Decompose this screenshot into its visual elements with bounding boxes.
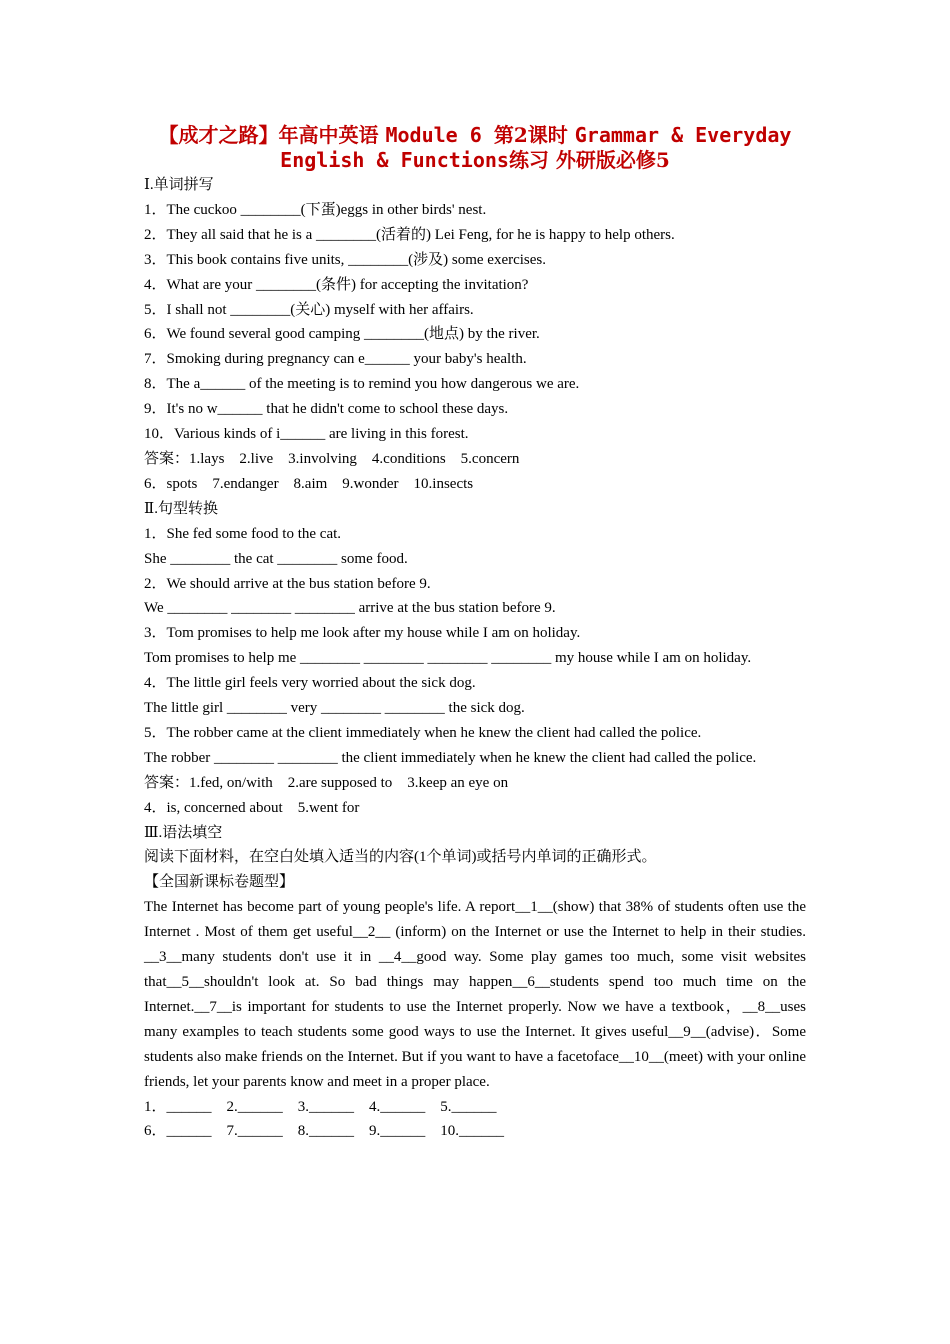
question-line: 9．It's no w______ that he didn't come to school these days. (144, 401, 509, 418)
question-line: She ________ the cat ________ some food. (144, 550, 408, 567)
question-line: 8．The a______ of the meeting is to remind you how dangerous we are. (144, 376, 580, 393)
question-line: 4．What are your ________(条件) for accepting the invitation? (144, 276, 529, 293)
question-line: 7．Smoking during pregnancy can e______ your baby's health. (144, 351, 527, 368)
answer-line: 4．is, concerned about 5.went for (144, 799, 360, 816)
answer-line: 答案：1.fed, on/with 2.are supposed to 3.keep an eye on (144, 774, 509, 791)
question-line: 1．The cuckoo ________(下蛋)eggs in other birds' nest. (144, 201, 487, 218)
question-line: We ________ ________ ________ arrive at the bus station before 9. (144, 600, 556, 617)
question-line: 5．The robber came at the client immediately when he knew the client had called the police. (144, 724, 702, 741)
passage: The Internet has become part of young people's life. A report__1__(show) that 38% of students often use the Internet . Most of them get useful__2__ (inform) on the Internet or use the Internet to help in their studies. __3__many students don't use it in __4__good way. Some play games too much, some visit websites that__5__shouldn't look at. So bad things may happen__6__students spend too much time on the Internet.__7__is important for students to use the Internet properly. Now we have a textbook，__8__uses many examples to teach students some good ways to use the Internet. It gives useful__9__(advise)．Some students also make friends on the Internet. But if you want to have a facetoface__10__(meet) with your online friends, let your parents know and meet in a proper place. (144, 899, 806, 1090)
question-line: The little girl ________ very ________ ________ the sick dog. (144, 700, 525, 717)
document-title (136, 123, 814, 173)
question-line: Tom promises to help me ________ ________ ________ ________ my house while I am on holiday. (144, 650, 752, 667)
question-line: The robber ________ ________ the client immediately when he knew the client had called the police. (144, 749, 757, 766)
title-en-2: Grammar & Everyday (574, 123, 792, 147)
title-cn-2: 第2课时 (493, 123, 575, 147)
title-cn-3: 练习 外研版必修5 (508, 148, 670, 172)
title-cn-1: 【成才之路】年高中英语 (158, 123, 386, 147)
section-1-heading: Ⅰ.单词拼写 (144, 177, 214, 193)
section-3-heading: Ⅲ.语法填空 (144, 824, 223, 841)
answer-line: 答案：1.lays 2.live 3.involving 4.conditions 5.concern (144, 450, 520, 467)
question-line: 3．This book contains five units, ________(涉及) some exercises. (144, 251, 547, 268)
blank-line: 6．______ 7.______ 8.______ 9.______ 10.______ (144, 1123, 505, 1140)
title-en-1: Module 6 (385, 123, 494, 147)
title-en-3: English & Functions (280, 148, 509, 172)
question-line: 2．We should arrive at the bus station before 9. (144, 575, 431, 592)
question-line: 5．I shall not ________(关心) myself with her affairs. (144, 301, 474, 318)
blank-line: 1．______ 2.______ 3.______ 4.______ 5.______ (144, 1098, 497, 1115)
question-line: 4．The little girl feels very worried about the sick dog. (144, 675, 476, 692)
question-line: 2．They all said that he is a ________(活着的) Lei Feng, for he is happy to help others. (144, 226, 675, 243)
question-line: 3．Tom promises to help me look after my house while I am on holiday. (144, 625, 581, 642)
section-3-tag: 【全国新课标卷题型】 (144, 874, 295, 891)
question-line: 6．We found several good camping ________(地点) by the river. (144, 326, 540, 343)
document-page (144, 123, 806, 1144)
question-line: 1．She fed some food to the cat. (144, 525, 342, 542)
section-2-heading: Ⅱ.句型转换 (144, 500, 218, 517)
question-line: 10．Various kinds of i______ are living in this forest. (144, 426, 469, 443)
section-3-instruction: 阅读下面材料，在空白处填入适当的内容(1个单词)或括号内单词的正确形式。 (144, 849, 657, 866)
answer-line: 6．spots 7.endanger 8.aim 9.wonder 10.insects (144, 475, 474, 492)
